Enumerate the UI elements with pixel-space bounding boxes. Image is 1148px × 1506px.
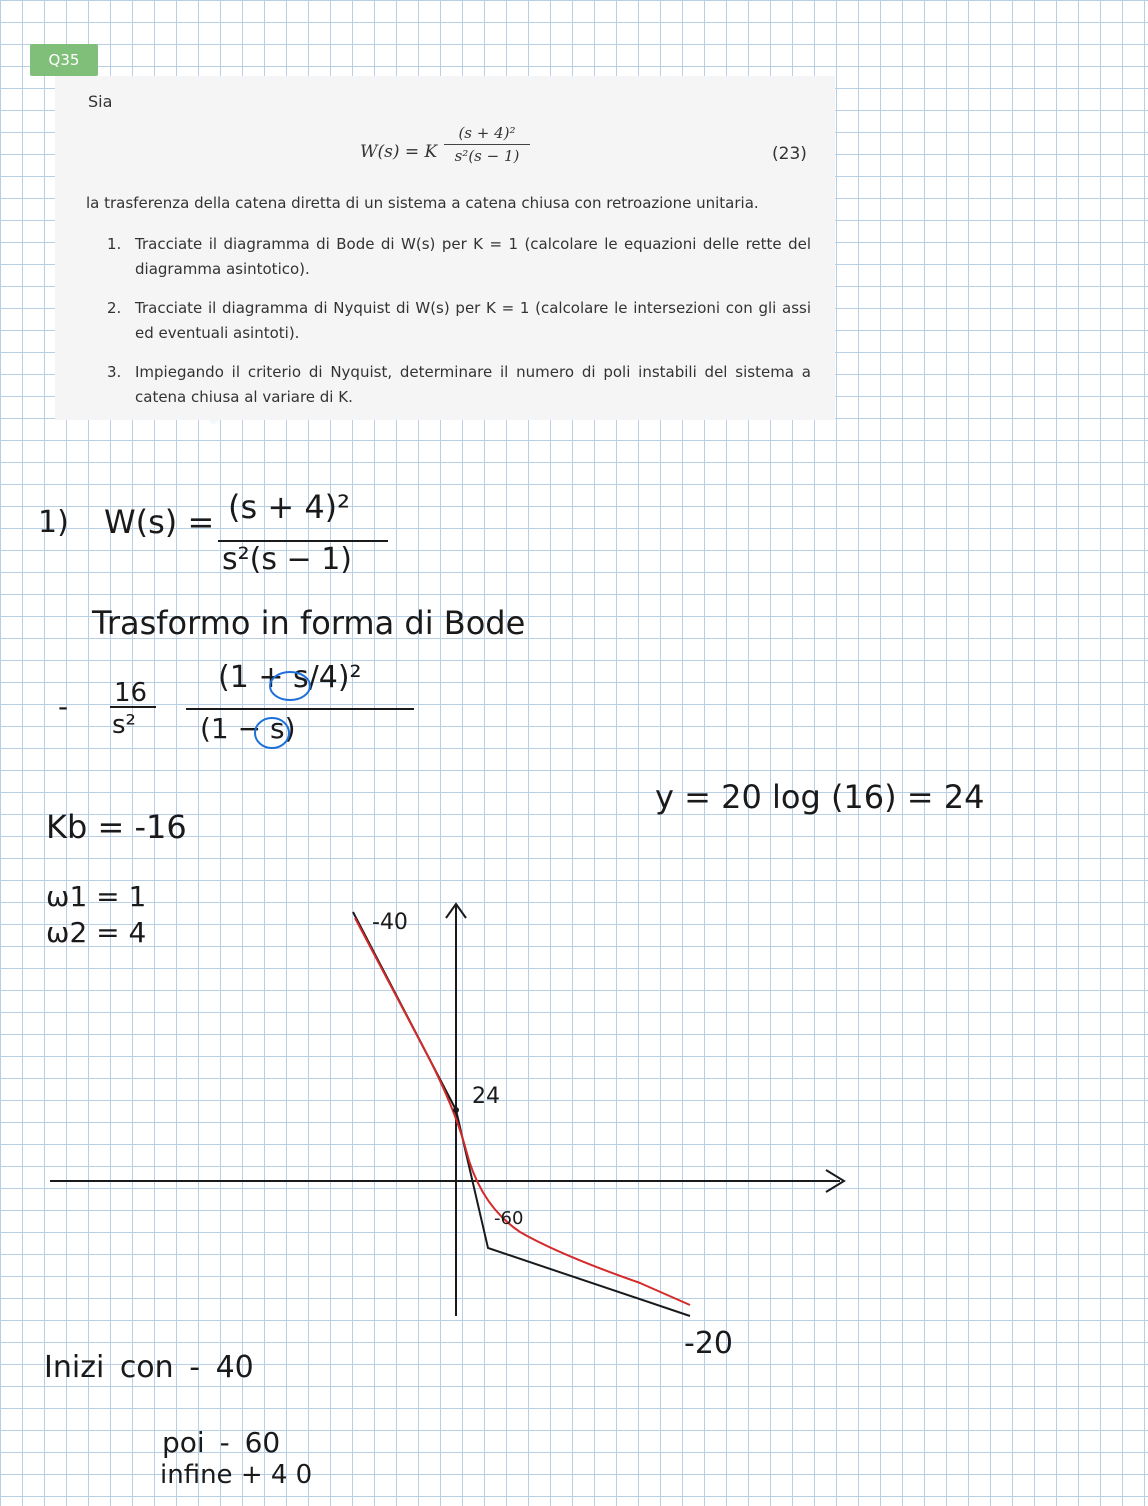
equation-lhs: W(s) = K [360, 142, 438, 162]
plus-sign-highlight [270, 672, 310, 700]
bode-gain-denominator: s² [112, 710, 136, 740]
question-intro: Sia [88, 92, 113, 111]
slope-label-m20: -20 [684, 1326, 733, 1361]
equation-number: (23) [772, 144, 807, 164]
intercept-label-24: 24 [472, 1084, 500, 1109]
slope-label-m40: -40 [372, 910, 408, 935]
bode-numerator: (1 + s/4)² [218, 660, 362, 695]
omega-2: ω2 = 4 [46, 916, 147, 949]
question-description: la trasferenza della catena diretta di un sistema a catena chiusa con retroazione unitaria. [86, 194, 759, 212]
note-then: poi - 60 [162, 1426, 281, 1459]
intercept-point [453, 1107, 459, 1113]
bode-sign: - [58, 690, 69, 723]
step-label: 1) [38, 505, 69, 540]
omega-1: ω1 = 1 [46, 880, 147, 913]
question-tag: Q35 [30, 44, 98, 76]
question-item: 1. Tracciate il diagramma di Bode di W(s) per K = 1 (calcolare le equazioni delle rette del diagramma asintotico). [107, 235, 811, 278]
real-magnitude [355, 918, 690, 1305]
w-lhs: W(s) = [104, 503, 215, 541]
bode-denominator: (1 − s) [200, 712, 296, 745]
w-denominator: s²(s − 1) [222, 542, 352, 577]
asymptotic-magnitude [353, 912, 690, 1316]
question-item: 3. Impiegando il criterio di Nyquist, determinare il numero di poli instabili del sistema a catena chiusa al variare di K. [107, 363, 811, 406]
w-numerator: (s + 4)² [228, 488, 350, 526]
bode-gain-numerator: 16 [114, 678, 148, 708]
note-finally: infine + 4 0 [160, 1460, 313, 1490]
transform-note: Trasformo in forma di Bode [92, 604, 526, 642]
equation-denominator: s²(s − 1) [454, 147, 520, 165]
slope-label-m60: -60 [494, 1208, 524, 1229]
question-item: 2. Tracciate il diagramma di Nyquist di W(s) per K = 1 (calcolare le intersezioni con gli assi ed eventuali asintoti). [107, 299, 811, 342]
note-start: Inizi con - 40 [44, 1350, 254, 1385]
equation-numerator: (s + 4)² [444, 124, 530, 145]
minus-sign-highlight [255, 718, 289, 748]
kb-value: Kb = -16 [46, 808, 187, 846]
y-equation: y = 20 log (16) = 24 [655, 778, 985, 816]
